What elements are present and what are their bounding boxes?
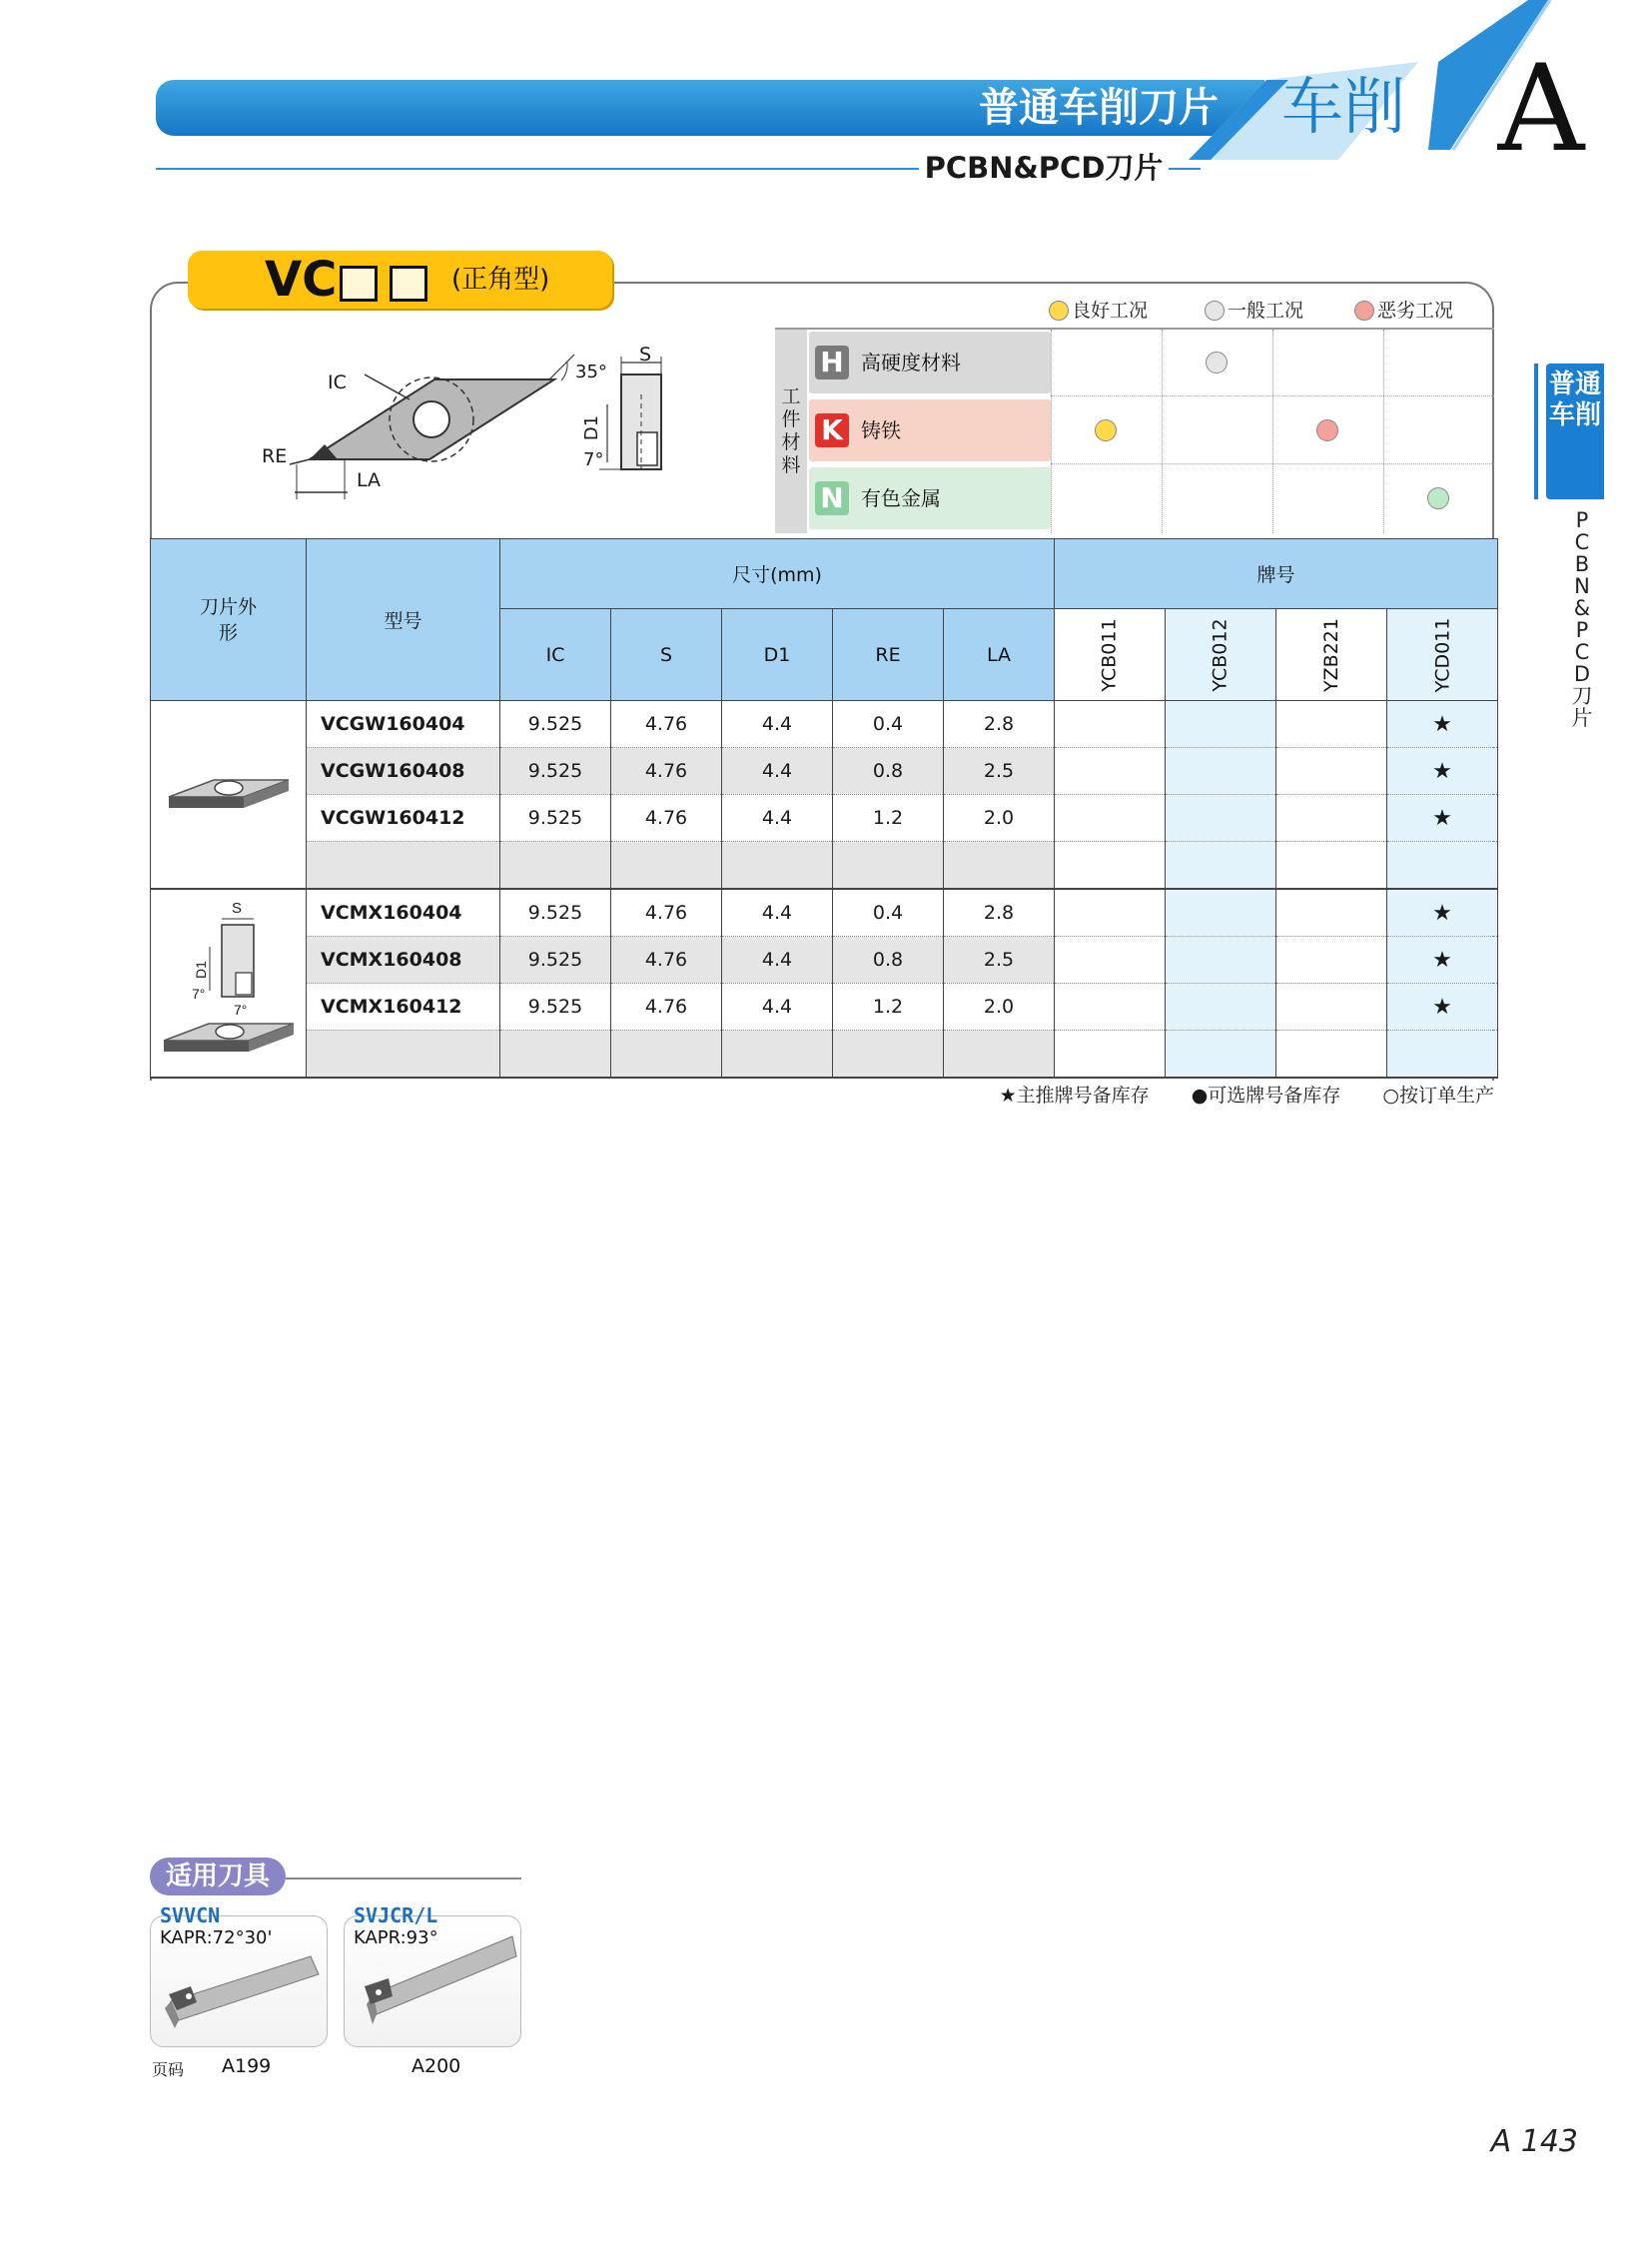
dim-cell: 1.2 [833,795,944,842]
table-row [151,1031,1498,1079]
header-dims: 尺寸(mm) [500,539,1055,609]
dim-cell: 4.4 [722,701,833,748]
tools-line [286,1877,521,1879]
condition-good [1049,298,1148,324]
header-model: 型号 [307,539,500,701]
dim-cell: 9.525 [500,795,611,842]
model-cell: VCMX160408 [307,937,500,984]
dim-cell: 4.76 [611,748,722,795]
insert-shape-image [151,889,307,1078]
grade-cell [1055,701,1166,748]
good-face-icon [1095,419,1117,441]
page-number: A 143 [1490,2124,1578,2159]
grade-cell [1166,842,1276,890]
normal-face-icon [1427,487,1449,509]
label-ic: IC [328,372,347,393]
stock-legend [999,1081,1494,1111]
bad-face-icon [1316,419,1338,441]
model-cell [307,842,500,890]
condition-normal [1205,298,1303,324]
dim-cell [611,1031,722,1079]
section-shape: (正角型) [451,265,550,295]
model-cell: VCMX160404 [307,889,500,937]
dim-cell: 9.525 [500,748,611,795]
material-divider [1272,330,1273,533]
header-dim-re: RE [833,609,944,701]
header-dim-s: S [611,609,722,701]
dim-cell: 9.525 [500,889,611,937]
header-title: 普通车削刀片 [979,85,1219,131]
grade-cell [1276,984,1387,1031]
label-angle-35: 35° [575,362,607,382]
header-grade-ycb011 [1055,609,1166,701]
dim-cell [500,842,611,890]
dim-cell: 4.76 [611,889,722,937]
condition-bad [1354,298,1453,324]
grade-cell [1276,701,1387,748]
dim-cell: 2.8 [944,701,1055,748]
label-re: RE [262,445,288,467]
grade-cell [1055,795,1166,842]
side-tab-text: PCBN&PCD刀片 [1571,508,1593,730]
model-cell: VCGW160404 [307,701,500,748]
header-subtitle: PCBN&PCD刀片 [919,148,1169,188]
grade-cell [1166,748,1276,795]
grade-cell [1276,748,1387,795]
dim-cell [833,842,944,890]
header-dim-la: LA [944,609,1055,701]
section-code: VC [265,252,338,308]
tools-label: 适用刀具 [150,1858,286,1895]
dim-cell: 4.76 [611,937,722,984]
dim-cell [722,1031,833,1079]
grade-cell [1276,937,1387,984]
grade-cell: ★ [1387,748,1498,795]
condition-good-label: 良好工况 [1072,300,1149,322]
dim-cell [944,1031,1055,1079]
insert-diagram [250,335,689,514]
material-divider [1162,330,1163,533]
side-tab[interactable]: 普通车削 [1546,364,1604,499]
dim-cell: 4.4 [722,984,833,1031]
grade-cell: ★ [1387,701,1498,748]
dim-cell: 4.76 [611,701,722,748]
dim-cell: 4.76 [611,984,722,1031]
material-badge-k: K [815,413,849,447]
dim-cell: 2.5 [944,937,1055,984]
model-cell: VCGW160408 [307,748,500,795]
grade-cell [1276,889,1387,937]
grade-label: YZB221 [1319,617,1342,692]
tool-name-svvcn[interactable]: SVVCN [160,1903,221,1927]
dim-cell [833,1031,944,1079]
legend-main: ★主推牌号备库存 [999,1085,1150,1107]
table-row [151,701,1498,748]
header-shape: 刀片外形 [151,539,307,701]
table-row [151,748,1498,795]
dim-cell: 2.5 [944,748,1055,795]
good-face-icon [1049,301,1069,321]
table-row [151,984,1498,1031]
header-grade-yzb221 [1276,609,1387,701]
insert-shape-icon [154,891,304,1071]
grade-cell [1166,889,1276,937]
dim-cell [500,1031,611,1079]
material-divider [1383,330,1384,533]
grade-cell [1276,1031,1387,1079]
material-name-n: 有色金属 [861,486,941,510]
label-d1: D1 [581,414,603,441]
dim-cell: 9.525 [500,984,611,1031]
grade-cell [1055,984,1166,1031]
label-la: LA [357,469,382,491]
table-row [151,795,1498,842]
svg-text:7°: 7° [191,986,205,1002]
insert-shape-icon [159,742,299,842]
header-grades: 牌号 [1055,539,1498,609]
dim-cell: 4.76 [611,795,722,842]
tools-page-label: 页码 [152,2060,185,2079]
grade-cell [1387,842,1498,890]
material-side-label: 工件材料 [775,330,807,533]
normal-face-icon [1205,301,1225,321]
condition-bad-label: 恶劣工况 [1377,300,1454,322]
dim-cell: 0.8 [833,748,944,795]
grade-cell [1055,889,1166,937]
grade-label: YCB011 [1098,617,1121,692]
grade-cell: ★ [1387,984,1498,1031]
insert-shape-image [151,701,307,890]
model-cell: VCGW160412 [307,795,500,842]
dim-cell: 0.4 [833,701,944,748]
grade-cell: ★ [1387,889,1498,937]
material-divider [1051,330,1052,533]
grade-cell [1166,984,1276,1031]
grade-label: YCD011 [1430,617,1453,692]
grade-cell: ★ [1387,937,1498,984]
legend-order: ○按订单生产 [1382,1085,1494,1107]
grade-cell [1166,937,1276,984]
dim-cell: 4.4 [722,748,833,795]
dim-cell: 2.8 [944,889,1055,937]
tool-name-svjcr[interactable]: SVJCR/L [354,1903,438,1927]
grade-label: YCB012 [1209,617,1232,692]
side-tab-line [1534,364,1538,499]
material-name-h: 高硬度材料 [861,351,961,374]
material-badge-h: H [815,346,849,379]
grade-cell: ★ [1387,795,1498,842]
table-row [151,842,1498,890]
dim-cell [611,842,722,890]
dim-cell: 4.4 [722,937,833,984]
material-divider [1051,395,1494,396]
condition-normal-label: 一般工况 [1228,300,1304,322]
dim-cell [944,842,1055,890]
dim-cell: 1.2 [833,984,944,1031]
table-row [151,937,1498,984]
placeholder-square-1 [340,266,378,302]
placeholder-square-2 [390,266,427,302]
label-s: S [639,344,652,366]
legend-optional: ●可选牌号备库存 [1191,1085,1341,1107]
material-badge-n: N [815,481,849,515]
grade-cell [1055,842,1166,890]
material-name-k: 铸铁 [861,418,901,442]
grade-cell [1276,842,1387,890]
grade-cell [1276,795,1387,842]
tool-page-svjcr[interactable]: A200 [412,2055,461,2077]
tool-page-svvcn[interactable]: A199 [222,2055,272,2077]
label-angle-7: 7° [583,449,604,470]
insert-table [150,538,1498,1079]
svg-text:7°: 7° [233,1002,247,1018]
grade-cell [1055,937,1166,984]
svg-text:D1: D1 [192,961,209,979]
normal-face-icon [1206,352,1228,374]
tool-kapr-svjcr: KAPR:93° [354,1927,438,1948]
dim-cell: 2.0 [944,984,1055,1031]
header-category: 车削 [1280,70,1405,143]
dim-cell: 0.4 [833,889,944,937]
grade-cell [1166,701,1276,748]
dim-cell: 0.8 [833,937,944,984]
material-row-k [809,399,1051,461]
grade-cell [1055,748,1166,795]
header-letter: A [1497,40,1585,179]
header-grade-ycb012 [1166,609,1276,701]
dim-cell: 9.525 [500,937,611,984]
bad-face-icon [1354,301,1374,321]
tool-kapr-svvcn: KAPR:72°30' [160,1927,273,1948]
dim-cell: 2.0 [944,795,1055,842]
header-grade-ycd011 [1387,609,1498,701]
material-row-h [809,332,1051,393]
dim-cell: 4.4 [722,889,833,937]
header-dim-ic: IC [500,609,611,701]
header-dim-d1: D1 [722,609,833,701]
grade-cell [1166,1031,1276,1079]
dim-cell: 4.4 [722,795,833,842]
grade-cell [1387,1031,1498,1079]
model-cell [307,1031,500,1079]
dim-cell: 9.525 [500,701,611,748]
material-divider [1051,463,1494,464]
grade-cell [1166,795,1276,842]
model-cell: VCMX160412 [307,984,500,1031]
dim-cell [722,842,833,890]
material-row-n [809,467,1051,529]
grade-cell [1055,1031,1166,1079]
table-row [151,889,1498,937]
svg-text:S: S [231,900,242,917]
